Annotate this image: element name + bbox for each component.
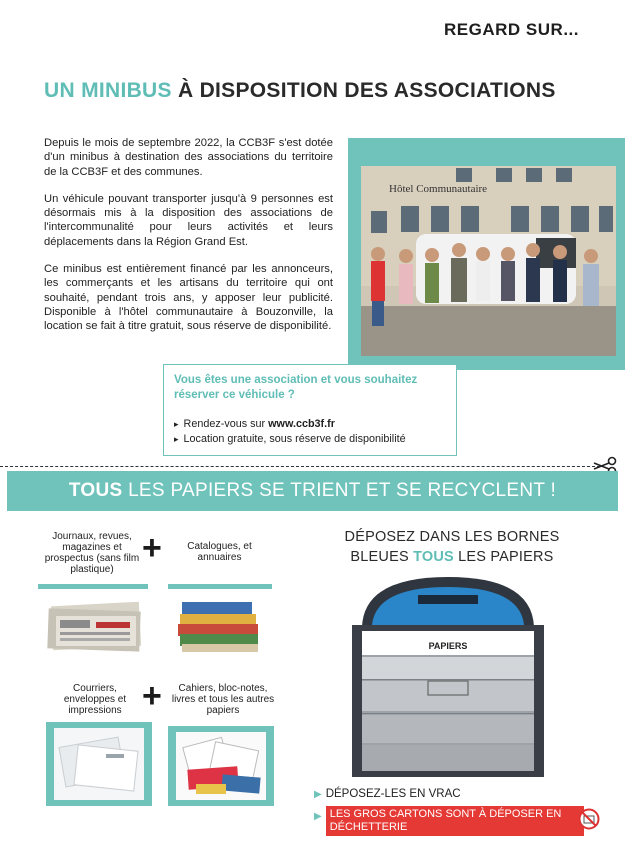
label-courriers: Courriers, enveloppes et impressions — [63, 683, 127, 716]
banner-bold: TOUS — [68, 480, 123, 501]
papers-image — [176, 732, 266, 800]
envelopes-image — [54, 728, 144, 800]
reservation-callout — [163, 364, 457, 456]
section-label: REGARD SUR... — [444, 20, 579, 39]
label-journaux: Journaux, revues, magazines et prospectus (sans film plastique) — [44, 531, 140, 575]
bin-label: PAPIERS — [428, 641, 468, 651]
divider-bar — [38, 584, 148, 589]
article-paragraph-3: Ce minibus est entièrement financé par les annonceurs, les commerçants et les artisans du territoire qui ont souhaité, pendant trois ans, y apposer leur publicité. Disponible à l'hôtel communautaire à Bouzonville, la location se fait à titre gratuit, sous réserve de disponibilité. — [44, 263, 333, 333]
building-sign: Hôtel Communautaire — [389, 183, 488, 195]
article-paragraph-2: Un véhicule pouvant transporter jusqu'à 9 personnes est désormais mis à la disposition des associations de l'intercommunalité pour leurs activités et leurs déplacements dans la Région Grand Est. — [44, 192, 333, 248]
catalogues-image — [168, 590, 272, 658]
callout-list — [174, 417, 406, 447]
banner-text: LES PAPIERS SE TRIENT ET SE RECYCLENT ! — [122, 480, 557, 501]
note-cardboard — [314, 806, 584, 836]
callout-item-website — [174, 417, 406, 432]
triangle-bullet-icon: ▶ — [314, 811, 322, 822]
cardboard-warning: LES GROS CARTONS SONT À DÉPOSER EN DÉCHETTERIE — [326, 806, 584, 836]
deposit-title — [330, 527, 574, 567]
minibus-photo — [361, 166, 616, 356]
deposit-line-2: BLEUES TOUS LES PAPIERS — [350, 549, 554, 565]
label-catalogues: Catalogues, et annuaires — [187, 541, 252, 563]
callout-item-prefix: Rendez-vous sur — [183, 418, 269, 430]
no-cardboard-icon — [578, 808, 600, 830]
deposit-line-1: DÉPOSEZ DANS LES BORNES — [344, 529, 560, 545]
page-title — [44, 79, 556, 103]
article-body — [44, 136, 333, 347]
recycling-bin-illustration — [350, 575, 546, 777]
newspapers-image — [38, 590, 150, 658]
note-bulk: ▶ DÉPOSEZ-LES EN VRAC — [314, 788, 461, 800]
title-accent: UN MINIBUS — [44, 79, 172, 102]
article-paragraph-1: Depuis le mois de septembre 2022, la CCB3F s'est dotée d'un minibus à destination des associations du territoire de la CCB3F et des communes. — [44, 137, 333, 178]
title-rest: À DISPOSITION DES ASSOCIATIONS — [171, 79, 556, 102]
recycling-banner — [7, 471, 618, 511]
callout-item-free-rental: ▸ Location gratuite, sous réserve de disponibilité — [174, 432, 406, 447]
divider-bar — [168, 584, 272, 589]
triangle-bullet-icon: ▶ — [314, 789, 322, 800]
plus-icon: + — [142, 529, 162, 567]
label-cahiers: Cahiers, bloc-notes, livres et tous les autres papiers — [171, 683, 275, 716]
callout-question: Vous êtes une association et vous souhaitez réserver ce véhicule ? — [174, 374, 418, 401]
website-link[interactable]: www.ccb3f.fr — [268, 418, 335, 430]
cut-line — [0, 466, 600, 467]
plus-icon: + — [142, 677, 162, 715]
